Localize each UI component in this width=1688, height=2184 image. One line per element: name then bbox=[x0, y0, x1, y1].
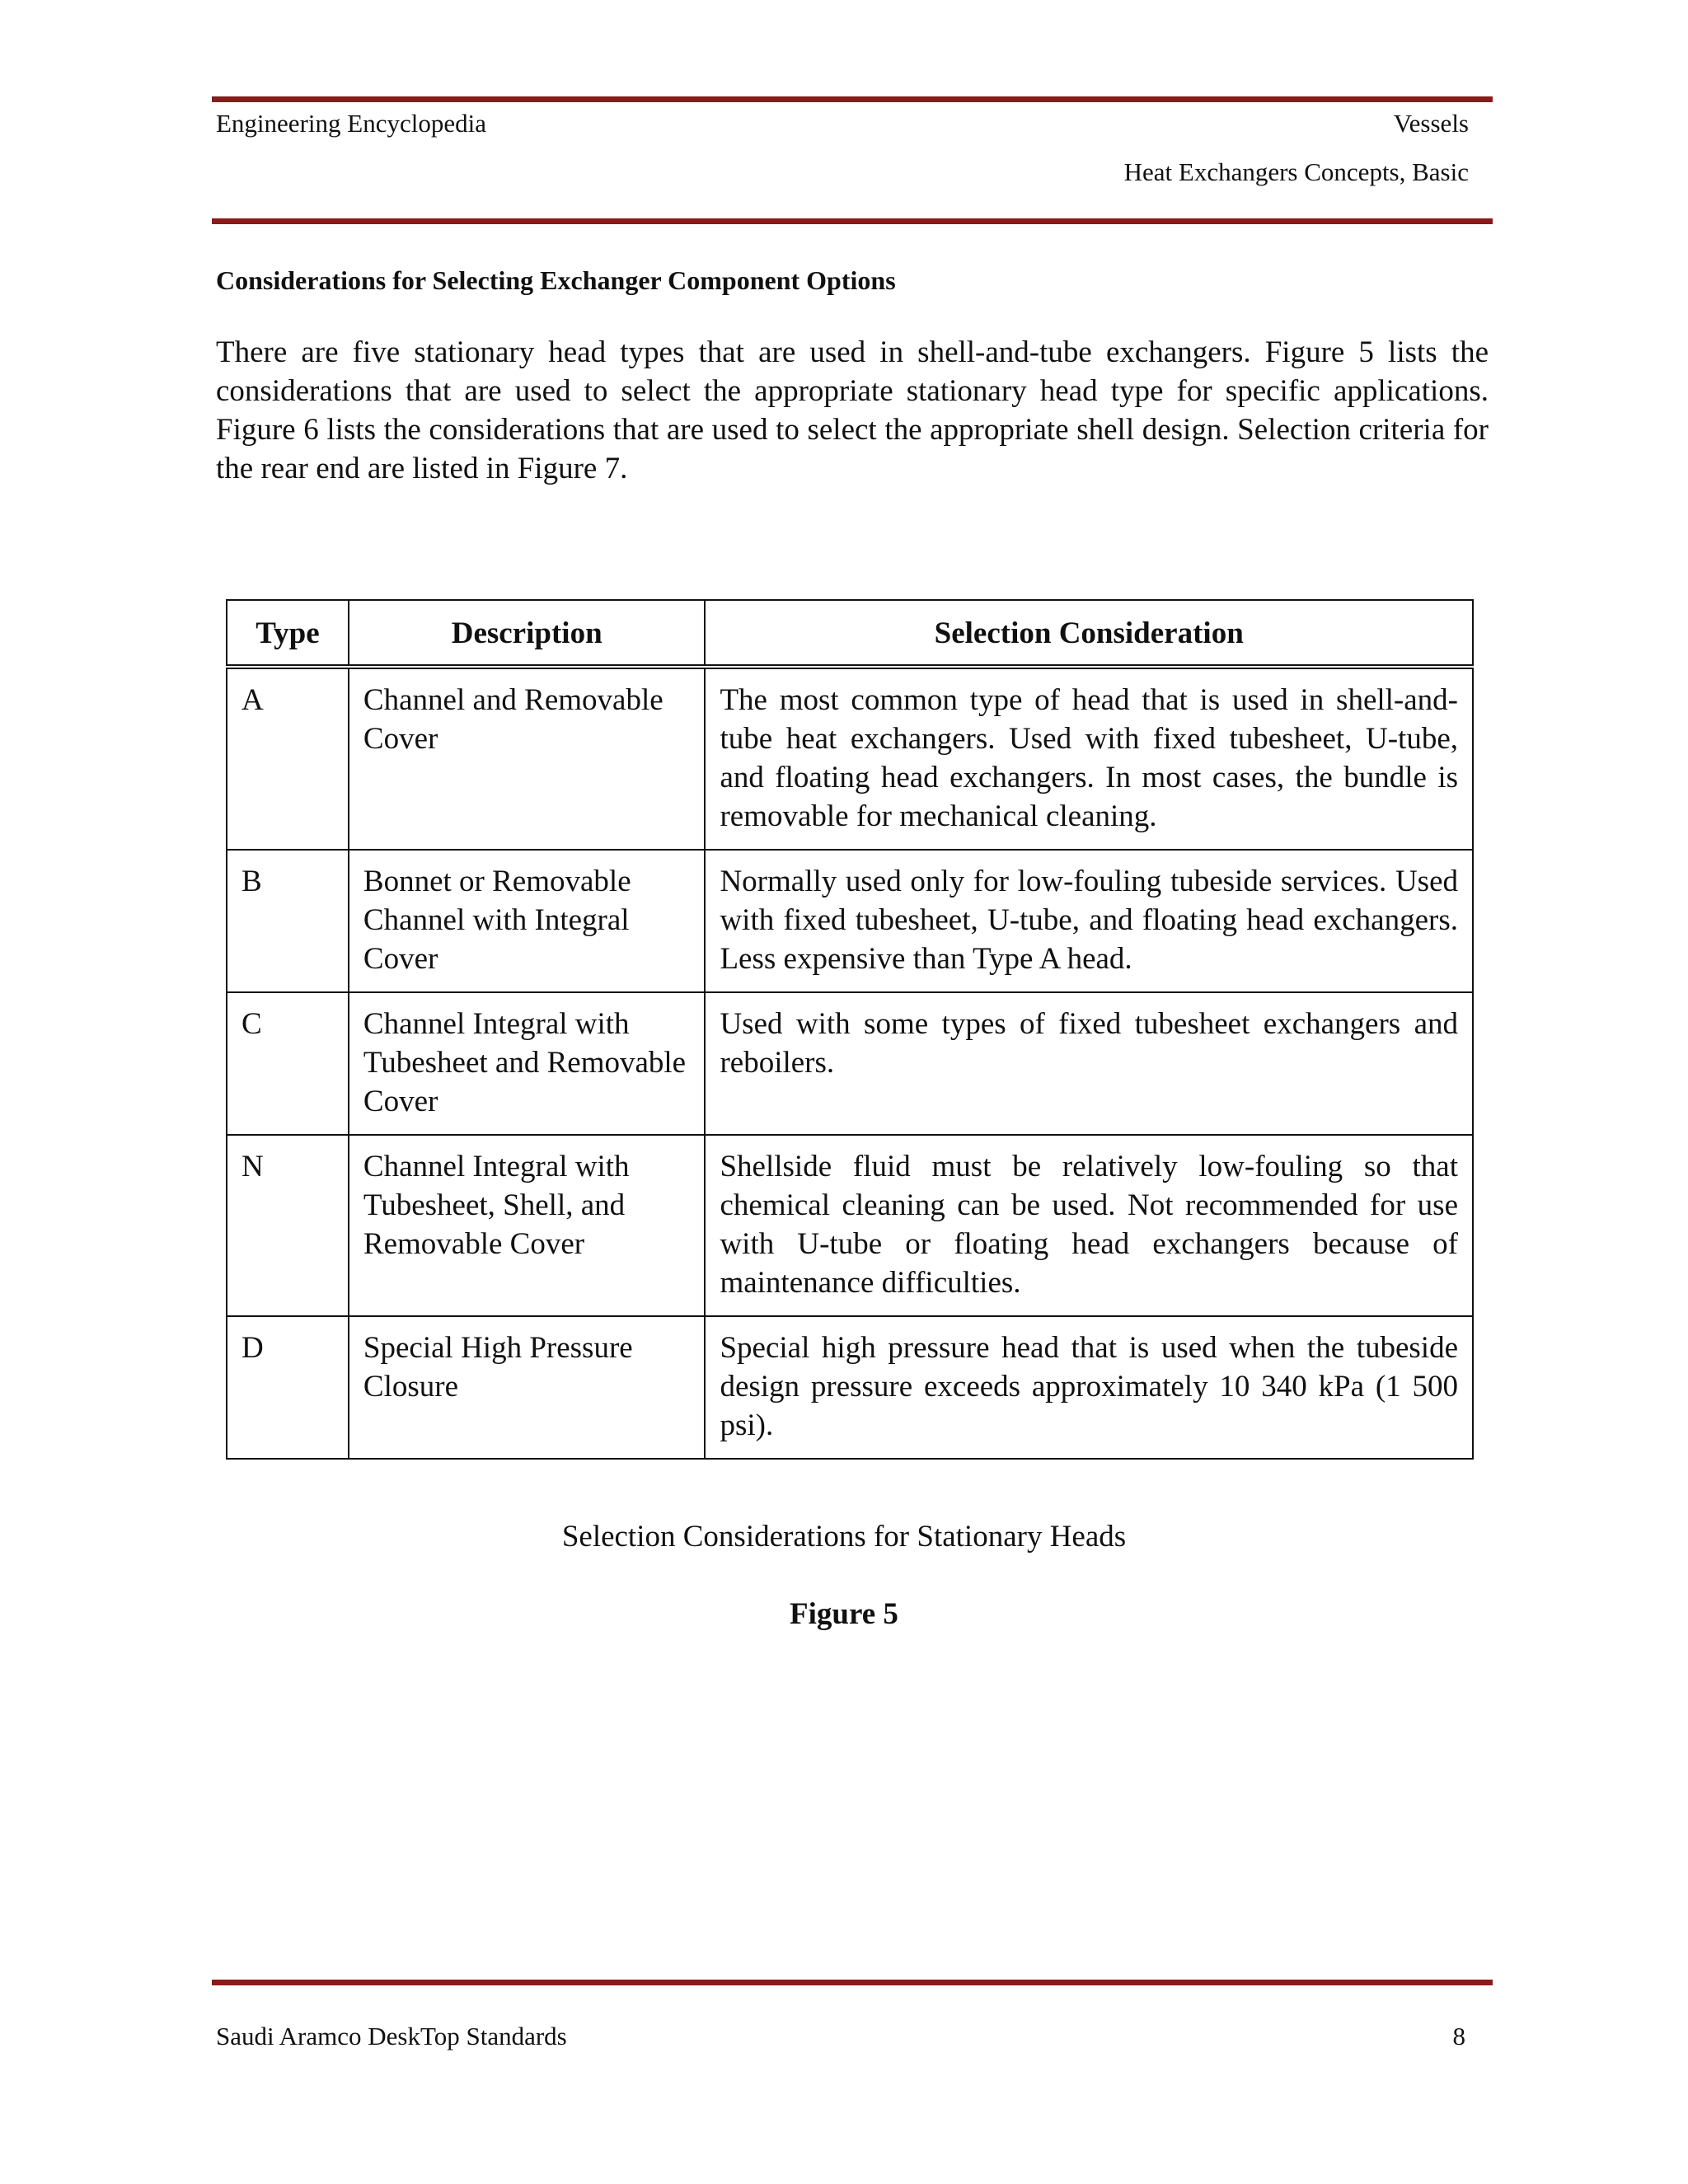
intro-paragraph: There are five stationary head types that are used in shell-and-tube exchangers. Figure 5 lists the considerations that are used to select the appropriate stationary head type for specific applications. Figure 6 lists the considerations that are used to select the appropriate shell design. Selection criteria for the rear end are listed in Figure 7. bbox=[216, 335, 1489, 485]
consideration-cell: The most common type of head that is used in shell-and-tube heat exchangers. Used with fixed tubesheet, U-tube, and floating head exchangers. In most cases, the bundle is removable for mechanical cleaning. bbox=[705, 667, 1473, 850]
figure-caption: Selection Considerations for Stationary Heads bbox=[561, 1520, 1127, 1554]
header-right-subtitle: Heat Exchangers Concepts, Basic bbox=[1123, 157, 1469, 186]
consideration-cell: Used with some types of fixed tubesheet exchangers and reboilers. bbox=[705, 992, 1473, 1135]
table-header-row bbox=[227, 600, 1473, 667]
table-row bbox=[227, 1135, 1473, 1316]
consideration-cell: Normally used only for low-fouling tubeside services. Used with fixed tubesheet, U-tube, and floating head exchangers. Less expensive than Type A head. bbox=[705, 850, 1473, 992]
header-top-rule bbox=[212, 96, 1493, 102]
column-header-selection-consideration: Selection Consideration bbox=[705, 600, 1473, 667]
figure-label: Figure 5 bbox=[790, 1597, 898, 1631]
consideration-cell: Shellside fluid must be relatively low-fouling so that chemical cleaning can be used. Not recommended for use with U-tube or floating head exchangers because of maintenance difficulties. bbox=[705, 1135, 1473, 1316]
header-left-title: Engineering Encyclopedia bbox=[216, 109, 486, 138]
stationary-heads-table bbox=[226, 599, 1474, 1460]
type-cell: D bbox=[227, 1316, 349, 1459]
column-header-description: Description bbox=[349, 600, 706, 667]
type-cell: C bbox=[227, 992, 349, 1135]
type-cell: N bbox=[227, 1135, 349, 1316]
table-row bbox=[227, 667, 1473, 850]
page-number: 8 bbox=[1452, 2022, 1465, 2050]
type-cell: B bbox=[227, 850, 349, 992]
section-title: Considerations for Selecting Exchanger Component Options bbox=[216, 265, 896, 295]
header-bottom-rule bbox=[212, 218, 1493, 224]
footer-left-text: Saudi Aramco DeskTop Standards bbox=[216, 2022, 567, 2050]
description-cell: Bonnet or Removable Channel with Integral Cover bbox=[349, 850, 706, 992]
description-cell: Channel Integral with Tubesheet and Removable Cover bbox=[349, 992, 706, 1135]
table-row bbox=[227, 992, 1473, 1135]
table-row bbox=[227, 1316, 1473, 1459]
footer-rule bbox=[212, 1980, 1493, 1985]
consideration-cell: Special high pressure head that is used when the tubeside design pressure exceeds approximately 10 340 kPa (1 500 psi). bbox=[705, 1316, 1473, 1459]
type-cell: A bbox=[227, 667, 349, 850]
column-header-type: Type bbox=[227, 600, 349, 667]
header-right-title: Vessels bbox=[1393, 109, 1469, 138]
description-cell: Special High Pressure Closure bbox=[349, 1316, 706, 1459]
description-cell: Channel and Removable Cover bbox=[349, 667, 706, 850]
table-row bbox=[227, 850, 1473, 992]
description-cell: Channel Integral with Tubesheet, Shell, and Removable Cover bbox=[349, 1135, 706, 1316]
